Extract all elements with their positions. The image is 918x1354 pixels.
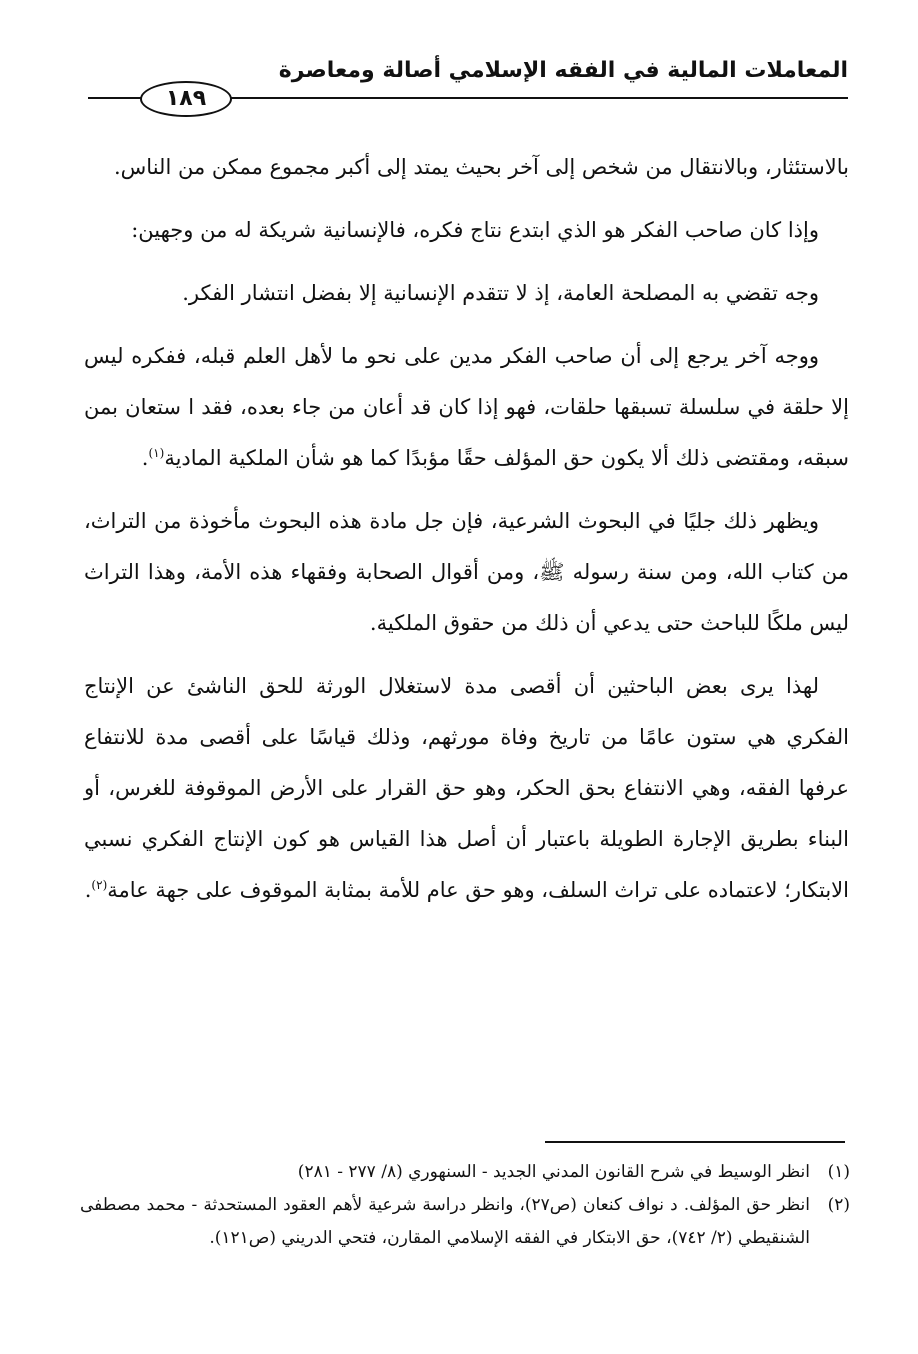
page-number: ١٨٩ — [140, 81, 232, 117]
body-text — [84, 142, 849, 928]
footnote-marker: (١) — [827, 1162, 850, 1182]
paragraph: ووجه آخر يرجع إلى أن صاحب الفكر مدين على نحو ما لأهل العلم قبله، ففكره ليس إلا حلقة في سلسلة تسبقها حلقات، فهو إذا كان قد أعان من جاء بعده، فقد ا ستعان بمن سبقه، ومقتضى ذلك ألا يكون حق المؤلف حقًا مؤبدًا كما هو شأن الملكية المادية$^{(١)}$. — [84, 344, 849, 470]
footnote-reference: (٢) — [91, 878, 108, 892]
paragraph: لهذا يرى بعض الباحثين أن أقصى مدة لاستغلال الورثة للحق الناشئ عن الإنتاج الفكري هي ستون عامًا من تاريخ وفاة مورثهم، وذلك قياسًا على أقصى مدة للانتفاع عرفها الفقه، وهي الانتفاع بحق الحكر، وهو حق القرار على الأرض الموقوفة للغرس، أو البناء بطريق الإجارة الطويلة باعتبار أن أصل هذا القياس هو كون الإنتاج الفكري نسبي الابتكار؛ لاعتماده على تراث السلف، وهو حق عام للأمة بمثابة الموقوف على جهة عامة$^{(٢)}$. — [84, 674, 849, 902]
footnote-rule — [545, 1141, 845, 1143]
footnotes — [80, 1156, 850, 1255]
footnote — [80, 1189, 850, 1255]
footnote-marker: (٢) — [827, 1195, 850, 1215]
footnote-reference: (١) — [148, 446, 165, 460]
footnote-text: انظر حق المؤلف. د نواف كنعان (ص٢٧)، وانظر دراسة شرعية لأهم العقود المستحدثة - محمد مصطفى الشنقيطي (٢/ ٧٤٢)، حق الابتكار في الفقه الإسلامي المقارن، فتحي الدريني (ص١٢١). — [80, 1195, 810, 1248]
paragraph: وجه تقضي به المصلحة العامة، إذ لا تتقدم الإنسانية إلا بفضل انتشار الفكر. — [182, 281, 819, 305]
paragraph: ويظهر ذلك جليًا في البحوث الشرعية، فإن جل مادة هذه البحوث مأخوذة من التراث، من كتاب الله، ومن سنة رسوله ﷺ، ومن أقوال الصحابة وفقهاء هذه الأمة، وهذا التراث ليس ملكًا للباحث حتى يدعي أن ذلك من حقوق الملكية. — [84, 509, 849, 635]
footnote-text: انظر الوسيط في شرح القانون المدني الجديد - السنهوري (٨/ ٢٧٧ - ٢٨١) — [297, 1162, 810, 1182]
footnote — [80, 1156, 850, 1189]
paragraph: وإذا كان صاحب الفكر هو الذي ابتدع نتاج فكره، فالإنسانية شريكة له من وجهين: — [131, 218, 819, 242]
paragraph: بالاستئثار، وبالانتقال من شخص إلى آخر بحيث يمتد إلى أكبر مجموع ممكن من الناس. — [114, 155, 849, 179]
running-title: المعاملات المالية في الفقه الإسلامي أصالة ومعاصرة — [278, 58, 848, 83]
